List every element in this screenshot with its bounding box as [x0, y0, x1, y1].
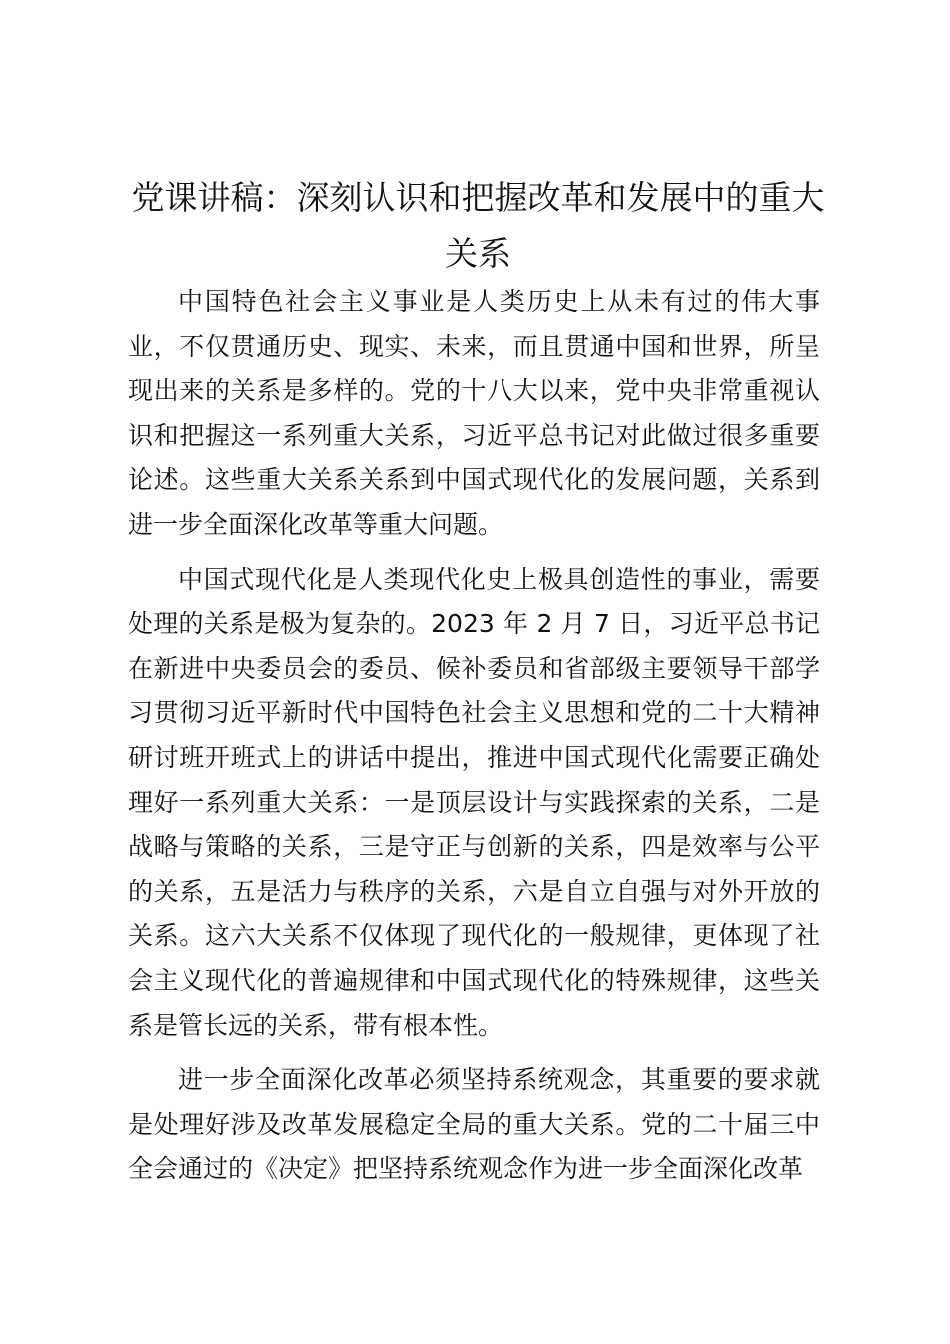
paragraph-1: 中国特色社会主义事业是人类历史上从未有过的伟大事业，不仅贯通历史、现实、未来，而且贯通中国和世界，所呈现出来的关系是多样的。党的十八大以来，党中央非常重视认识和把握这一系列重大关系，习近平总书记对此做过很多重要论述。这些重大关系关系到中国式现代化的发展问题，关系到进一步全面深化改革等重大问题。 [128, 287, 820, 539]
document-body [128, 280, 820, 1202]
paragraph-3: 进一步全面深化改革必须坚持系统观念，其重要的要求就是处理好涉及改革发展稳定全局的重大关系。党的二十届三中全会通过的《决定》把坚持系统观念作为进一步全面深化改革 [128, 1065, 820, 1184]
document-title: 党课讲稿：深刻认识和把握改革和发展中的重大关系 [131, 178, 825, 273]
paragraph-2: 中国式现代化是人类现代化史上极具创造性的事业，需要处理的关系是极为复杂的。2023 年 2 月 7 日，习近平总书记在新进中央委员会的委员、候补委员和省部级主要领导干部学习贯彻习近平新时代中国特色社会主义思想和党的二十大精神研讨班开班式上的讲话中提出，推进中国式现代化需要正确处理好一系列重大关系：一是顶层设计与实践探索的关系，二是战略与策略的关系，三是守正与创新的关系，四是效率与公平的关系，五是活力与秩序的关系，六是自立自强与对外开放的关系。这六大关系不仅体现了现代化的一般规律，更体现了社会主义现代化的普遍规律和中国式现代化的特殊规律，这些关系是管长远的关系，带有根本性。 [128, 564, 820, 1040]
